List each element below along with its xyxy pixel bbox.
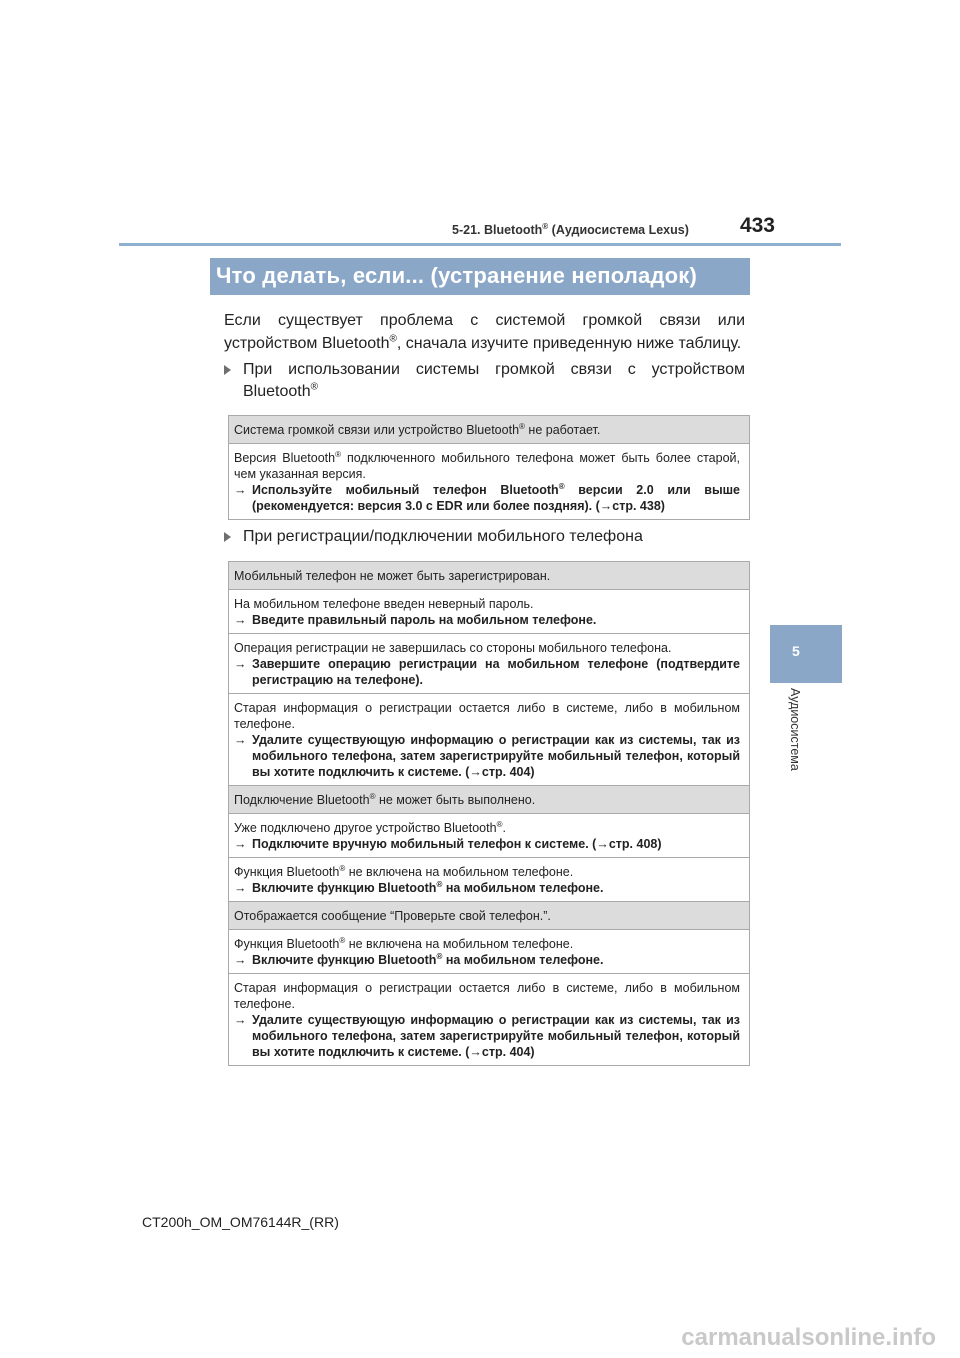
table-cell bbox=[229, 590, 750, 634]
section-title bbox=[452, 222, 689, 237]
table-header-cell: Подключение Bluetooth® не может быть выполнено. bbox=[229, 786, 750, 814]
arrow-icon: → bbox=[234, 733, 247, 747]
action-text: → Удалите существующую информацию о регистрации как из системы, так из мобильного телефона, затем зарегистрируйте мобильный телефон, который вы хотите подключить к системе. (→стр. 404) bbox=[234, 733, 740, 779]
subheading-text: При регистрации/подключении мобильного телефона bbox=[243, 528, 643, 545]
table-row bbox=[229, 930, 750, 974]
header-rule bbox=[119, 243, 841, 246]
table-header-cell: Отображается сообщение “Проверьте свой телефон.”. bbox=[229, 902, 750, 930]
cause-text: Старая информация о регистрации остается либо в системе, либо в мобильном телефоне. bbox=[234, 981, 740, 1011]
cause-text: Версия Bluetooth® подключенного мобильного телефона может быть более старой, чем указанная версия. bbox=[234, 449, 740, 481]
table-cell bbox=[229, 858, 750, 902]
subheading-bluetooth-usage bbox=[224, 359, 745, 403]
cause-text: Операция регистрации не завершилась со стороны мобильного телефона. bbox=[234, 641, 672, 655]
action-text: → Введите правильный пароль на мобильном телефоне. bbox=[234, 613, 597, 627]
title-band bbox=[210, 258, 750, 295]
chapter-side-label bbox=[786, 688, 806, 788]
table-row bbox=[229, 634, 750, 694]
registered-mark: ® bbox=[310, 381, 318, 393]
cause-text: Уже подключено другое устройство Bluetooth®. bbox=[234, 819, 506, 835]
table-header-row bbox=[229, 786, 750, 814]
table-cell bbox=[229, 694, 750, 786]
action-text: → Используйте мобильный телефон Bluetooth® версии 2.0 или выше (рекомендуется: версия 3.0 с EDR или более поздняя). (→стр. 438) bbox=[234, 481, 740, 513]
chapter-tab bbox=[770, 625, 842, 683]
table-row bbox=[229, 694, 750, 786]
arrow-icon: → bbox=[234, 953, 247, 967]
table-cell bbox=[229, 930, 750, 974]
table-registration-problems bbox=[228, 561, 750, 1066]
table-cell bbox=[229, 634, 750, 694]
arrow-icon: → bbox=[234, 881, 247, 895]
chapter-label-text: Аудиосистема bbox=[788, 688, 802, 771]
table-cell bbox=[229, 974, 750, 1066]
table-header-cell: Мобильный телефон не может быть зарегистрирован. bbox=[229, 562, 750, 590]
table-header-row bbox=[229, 562, 750, 590]
cause-text: Функция Bluetooth® не включена на мобильном телефоне. bbox=[234, 863, 574, 879]
action-text: → Включите функцию Bluetooth® на мобильном телефоне. bbox=[234, 951, 604, 967]
table-header-row bbox=[229, 902, 750, 930]
table-row bbox=[229, 444, 750, 520]
registered-mark: ® bbox=[542, 222, 549, 231]
cause-text: На мобильном телефоне введен неверный пароль. bbox=[234, 597, 534, 611]
table-row bbox=[229, 974, 750, 1066]
footer-document-code: CT200h_OM_OM76144R_(RR) bbox=[142, 1214, 339, 1230]
action-text: → Включите функцию Bluetooth® на мобильном телефоне. bbox=[234, 879, 604, 895]
page-header bbox=[420, 214, 775, 244]
table-header-cell: Система громкой связи или устройство Bluetooth® не работает. bbox=[229, 416, 750, 444]
arrow-icon: → bbox=[234, 837, 247, 851]
action-text: → Подключите вручную мобильный телефон к системе. (→стр. 408) bbox=[234, 837, 662, 851]
chapter-number: 5 bbox=[792, 643, 800, 659]
intro-text-2: , сначала изучите приведенную ниже таблицу. bbox=[396, 335, 742, 352]
action-text: → Завершите операцию регистрации на мобильном телефоне (подтвердите регистрацию на телефоне). bbox=[234, 657, 740, 687]
table-row bbox=[229, 590, 750, 634]
page-title: Что делать, если... (устранение неполадок) bbox=[216, 263, 697, 288]
watermark: carmanualsonline.info bbox=[681, 1324, 936, 1351]
page-number: 433 bbox=[739, 214, 775, 237]
registered-mark: ® bbox=[389, 333, 397, 345]
intro-paragraph bbox=[224, 309, 745, 355]
arrow-icon: → bbox=[234, 483, 247, 497]
subheading-registration bbox=[224, 526, 745, 548]
table-row bbox=[229, 814, 750, 858]
section-title-suffix: (Аудиосистема Lexus) bbox=[548, 223, 689, 238]
arrow-icon: → bbox=[234, 1013, 247, 1027]
section-title-prefix: 5-21. Bluetooth bbox=[452, 223, 543, 238]
table-cell bbox=[229, 444, 750, 520]
action-text: → Удалите существующую информацию о регистрации как из системы, так из мобильного телефона, затем зарегистрируйте мобильный телефон, который вы хотите подключить к системе. (→стр. 404) bbox=[234, 1013, 740, 1059]
arrow-icon: → bbox=[234, 657, 247, 671]
table-row bbox=[229, 858, 750, 902]
table-bluetooth-not-working bbox=[228, 415, 750, 520]
arrow-icon: → bbox=[234, 613, 247, 627]
cause-text: Старая информация о регистрации остается либо в системе, либо в мобильном телефоне. bbox=[234, 701, 740, 731]
triangle-bullet-icon bbox=[224, 365, 231, 375]
triangle-bullet-icon bbox=[224, 532, 231, 542]
subheading-text: При использовании системы громкой связи с устройством Bluetooth bbox=[243, 361, 745, 400]
intro-text-1: Если существует проблема с системой громкой связи или устройством Bluetooth bbox=[224, 312, 745, 352]
table-cell bbox=[229, 814, 750, 858]
cause-text: Функция Bluetooth® не включена на мобильном телефоне. bbox=[234, 935, 574, 951]
table-header-row bbox=[229, 416, 750, 444]
